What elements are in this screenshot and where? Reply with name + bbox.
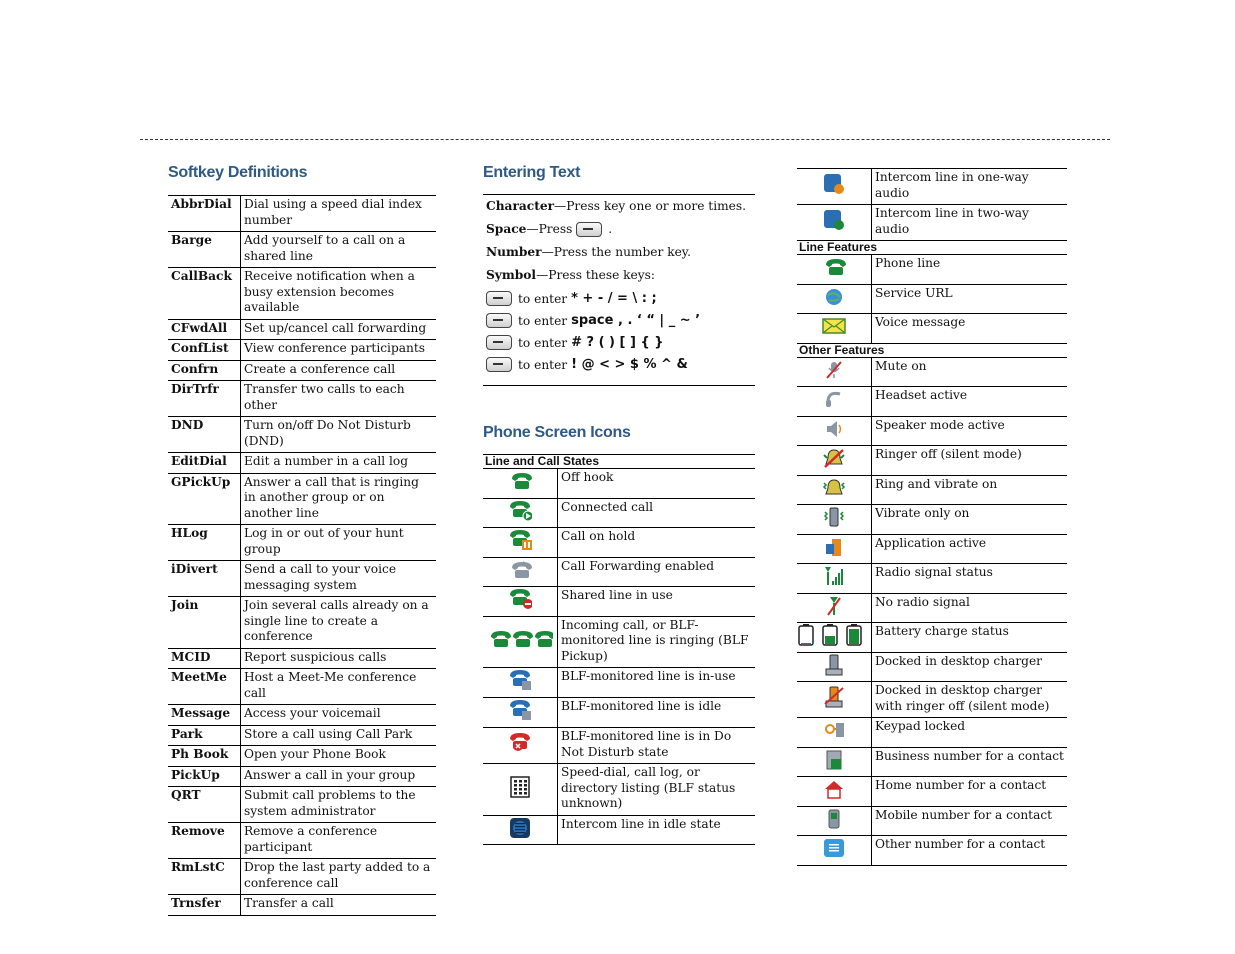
- softkey-row: [168, 787, 436, 823]
- icon-description: Intercom line in idle state: [558, 815, 756, 845]
- softkey-row: [168, 268, 436, 320]
- icon-cell: [483, 728, 558, 764]
- softkey-description: Store a call using Call Park: [244, 726, 413, 741]
- softkey-description: Open your Phone Book: [244, 747, 386, 761]
- softkey-name: AbbrDial: [168, 196, 241, 232]
- softkey-description: Edit a number in a call log: [244, 454, 409, 468]
- icon-cell: [483, 498, 558, 528]
- icon-row: [797, 358, 1067, 387]
- symbol-prefix: to enter: [518, 335, 568, 350]
- symbol-row: [486, 291, 755, 306]
- service-url-icon: [822, 285, 846, 309]
- softkey-row: [168, 669, 436, 705]
- shared-line-icon: [508, 587, 532, 611]
- icon-cell: [797, 255, 872, 284]
- number-instruction: Number—Press the number key.: [486, 245, 691, 259]
- softkey-row: [168, 705, 436, 726]
- symbol-chars: space , . ‘ “ | _ ~ ’: [571, 313, 701, 328]
- icon-description: Ringer off (silent mode): [872, 446, 1068, 476]
- docked-silent-icon: [822, 685, 846, 709]
- intercom-table: [797, 168, 1067, 241]
- softkey-name: Ph Book: [168, 746, 241, 767]
- icon-row: [483, 528, 755, 558]
- icon-row: [797, 387, 1067, 417]
- softkey-description: Remove a conference participant: [244, 824, 378, 854]
- docked-icon: [822, 653, 846, 677]
- intercom-idle-icon: [508, 816, 532, 840]
- icon-description: Radio signal status: [872, 564, 1068, 594]
- entering-text-section: [483, 164, 755, 845]
- icon-cell: [797, 652, 872, 682]
- icon-row: [797, 682, 1067, 718]
- icon-row: [797, 652, 1067, 682]
- icon-description: Incoming call, or BLF-monitored line is ringing (BLF Pickup): [558, 616, 756, 668]
- mobile-number-icon: [822, 807, 846, 831]
- space-key-icon: [576, 222, 602, 237]
- icon-cell: [483, 698, 558, 728]
- icon-description: Shared line in use: [558, 587, 756, 617]
- softkey-name: PickUp: [168, 766, 241, 787]
- icon-cell: [797, 747, 872, 777]
- softkey-description: Transfer a call: [244, 896, 334, 910]
- softkey-description: Drop the last party added to a conference call: [244, 860, 431, 890]
- softkey-name: QRT: [168, 787, 241, 823]
- keypad-locked-icon: [822, 718, 846, 742]
- softkey-description: Join several calls already on a single line to create a conference: [244, 598, 429, 643]
- call-on-hold-icon: [508, 528, 532, 552]
- softkey-name: EditDial: [168, 453, 241, 474]
- symbol-row: [486, 335, 755, 350]
- icon-row: [797, 416, 1067, 446]
- icon-row: [483, 698, 755, 728]
- softkey-row: [168, 453, 436, 474]
- voice-message-icon: [822, 314, 846, 338]
- softkey-row: [168, 196, 436, 232]
- softkey-name: Message: [168, 705, 241, 726]
- icon-cell: [483, 469, 558, 498]
- softkey-table: [168, 195, 436, 916]
- icon-description: Battery charge status: [872, 623, 1068, 653]
- incoming-call-icon: [487, 628, 553, 652]
- symbol-chars: # ? ( ) [ ] { }: [571, 335, 664, 350]
- icon-cell: [797, 564, 872, 594]
- softkey-row: [168, 360, 436, 381]
- phone-line-icon: [822, 255, 846, 279]
- entering-text-title: Entering Text: [483, 164, 581, 181]
- icon-cell: [797, 505, 872, 535]
- symbol-chars: * + - / = \ : ;: [571, 291, 657, 306]
- icon-cell: [483, 616, 558, 668]
- icon-row: [797, 446, 1067, 476]
- softkey-description: Create a conference call: [244, 361, 396, 376]
- softkey-name: CFwdAll: [168, 319, 241, 340]
- icon-cell: [797, 475, 872, 505]
- icon-row: [797, 777, 1067, 807]
- softkey-row: [168, 473, 436, 525]
- icon-description: Business number for a contact: [872, 747, 1068, 777]
- icon-cell: [483, 764, 558, 816]
- intercom-two-way-icon: [822, 208, 846, 232]
- icon-description: Speaker mode active: [872, 416, 1068, 446]
- icon-cell: [483, 587, 558, 617]
- call-forward-icon: [508, 558, 532, 582]
- icon-row: [483, 668, 755, 698]
- icon-description: BLF-monitored line is in-use: [558, 668, 756, 698]
- softkey-row: [168, 381, 436, 417]
- icons-section-right: [797, 168, 1067, 866]
- icon-cell: [797, 623, 872, 653]
- icon-description: Vibrate only on: [872, 505, 1068, 535]
- icon-cell: [797, 387, 872, 417]
- icon-cell: [797, 806, 872, 836]
- icon-cell: [797, 169, 872, 205]
- softkey-description: Turn on/off Do Not Disturb (DND): [244, 418, 411, 448]
- softkey-name: DND: [168, 417, 241, 453]
- symbol-chars: ! @ < > $ % ^ &: [571, 357, 688, 372]
- icon-description: Docked in desktop charger with ringer off (silent mode): [872, 682, 1068, 718]
- icon-row: [797, 314, 1067, 344]
- icon-row: [483, 616, 755, 668]
- connected-call-icon: [508, 499, 532, 523]
- icon-row: [483, 557, 755, 587]
- softkey-name: Trnsfer: [168, 895, 241, 916]
- softkey-description: Dial using a speed dial index number: [244, 197, 422, 227]
- softkey-name: Barge: [168, 232, 241, 268]
- icon-cell: [797, 446, 872, 476]
- icon-description: Off hook: [558, 469, 756, 498]
- softkey-row: [168, 648, 436, 669]
- icon-row: [797, 169, 1067, 205]
- symbol-row: [486, 357, 755, 372]
- icon-cell: [797, 358, 872, 387]
- softkey-description: Send a call to your voice messaging system: [244, 562, 397, 592]
- blf-dnd-icon: [508, 731, 532, 755]
- icon-cell: [797, 534, 872, 564]
- icon-cell: [797, 314, 872, 344]
- softkey-name: iDivert: [168, 561, 241, 597]
- mute-icon: [822, 358, 846, 382]
- headset-icon: [822, 387, 846, 411]
- icon-description: BLF-monitored line is in Do Not Disturb state: [558, 728, 756, 764]
- vibrate-icon: [822, 505, 846, 529]
- line-call-states-heading: Line and Call States: [483, 454, 755, 469]
- icon-cell: [483, 815, 558, 845]
- blf-in-use-icon: [508, 668, 532, 692]
- icon-cell: [483, 668, 558, 698]
- softkey-name: HLog: [168, 525, 241, 561]
- icon-description: Speed-dial, call log, or directory listing (BLF status unknown): [558, 764, 756, 816]
- icon-row: [483, 469, 755, 498]
- icon-row: [483, 764, 755, 816]
- softkey-name: ConfList: [168, 340, 241, 361]
- icon-description: Service URL: [872, 284, 1068, 314]
- softkey-row: [168, 525, 436, 561]
- softkey-description: Answer a call that is ringing in another group or on another line: [244, 474, 419, 520]
- speaker-icon: [822, 417, 846, 441]
- softkey-name: Remove: [168, 823, 241, 859]
- home-number-icon: [822, 777, 846, 801]
- key-1-icon: [486, 291, 512, 306]
- icon-row: [483, 498, 755, 528]
- icon-row: [797, 806, 1067, 836]
- softkey-description: Add yourself to a call on a shared line: [244, 233, 406, 263]
- icon-row: [797, 564, 1067, 594]
- softkey-row: [168, 561, 436, 597]
- icon-description: Home number for a contact: [872, 777, 1068, 807]
- softkey-name: MCID: [168, 648, 241, 669]
- space-instruction: Space—Press .: [486, 222, 613, 236]
- icon-row: [483, 728, 755, 764]
- icon-description: Mute on: [872, 358, 1068, 387]
- icon-description: Keypad locked: [872, 718, 1068, 748]
- softkey-name: DirTrfr: [168, 381, 241, 417]
- blf-idle-icon: [508, 698, 532, 722]
- icon-description: Call Forwarding enabled: [558, 557, 756, 587]
- softkey-row: [168, 232, 436, 268]
- icon-description: Connected call: [558, 498, 756, 528]
- symbol-prefix: to enter: [518, 313, 568, 328]
- key-3-icon: [486, 335, 512, 350]
- icon-row: [797, 284, 1067, 314]
- icon-cell: [797, 593, 872, 623]
- softkey-row: [168, 417, 436, 453]
- symbol-prefix: to enter: [518, 357, 568, 372]
- symbol-list: [486, 291, 755, 372]
- softkey-row: [168, 859, 436, 895]
- intercom-one-way-icon: [822, 172, 846, 196]
- icon-row: [797, 475, 1067, 505]
- icon-row: [797, 836, 1067, 866]
- icon-row: [797, 534, 1067, 564]
- no-radio-icon: [822, 594, 846, 618]
- line-call-states-table: [483, 469, 755, 845]
- softkey-description: Answer a call in your group: [244, 767, 416, 782]
- icon-description: Mobile number for a contact: [872, 806, 1068, 836]
- icon-description: No radio signal: [872, 593, 1068, 623]
- softkey-row: [168, 319, 436, 340]
- other-features-table: [797, 358, 1067, 866]
- icon-row: [797, 593, 1067, 623]
- icon-row: [483, 815, 755, 845]
- business-number-icon: [822, 748, 846, 772]
- softkey-row: [168, 823, 436, 859]
- icon-description: Headset active: [872, 387, 1068, 417]
- softkey-name: GPickUp: [168, 473, 241, 525]
- other-features-heading: Other Features: [797, 344, 1067, 358]
- key-4-icon: [486, 357, 512, 372]
- softkey-section: [168, 164, 436, 916]
- off-hook-icon: [508, 469, 532, 493]
- icon-row: [797, 505, 1067, 535]
- softkey-name: RmLstC: [168, 859, 241, 895]
- ring-vibrate-icon: [822, 476, 846, 500]
- softkey-description: Set up/cancel call forwarding: [244, 320, 427, 335]
- icon-description: Intercom line in two-way audio: [872, 205, 1068, 241]
- icon-cell: [483, 557, 558, 587]
- entering-text-box: [483, 194, 755, 386]
- icon-cell: [797, 205, 872, 241]
- icon-cell: [797, 836, 872, 866]
- icon-description: Ring and vibrate on: [872, 475, 1068, 505]
- softkey-row: [168, 895, 436, 916]
- icon-description: Call on hold: [558, 528, 756, 558]
- line-features-heading: Line Features: [797, 241, 1067, 255]
- icon-description: Docked in desktop charger: [872, 652, 1068, 682]
- softkey-description: Report suspicious calls: [244, 649, 387, 664]
- other-number-icon: [822, 836, 846, 860]
- softkey-name: CallBack: [168, 268, 241, 320]
- icon-cell: [797, 718, 872, 748]
- softkey-row: [168, 725, 436, 746]
- ringer-off-icon: [822, 446, 846, 470]
- icon-cell: [797, 416, 872, 446]
- softkey-name: Confrn: [168, 360, 241, 381]
- symbol-prefix: to enter: [518, 291, 568, 306]
- softkey-description: View conference participants: [244, 341, 426, 355]
- icon-row: [797, 718, 1067, 748]
- softkey-description: Submit call problems to the system administrator: [244, 788, 416, 818]
- application-icon: [822, 535, 846, 559]
- speed-dial-icon: [508, 775, 532, 799]
- softkey-name: MeetMe: [168, 669, 241, 705]
- symbol-row: [486, 313, 755, 328]
- icon-row: [797, 205, 1067, 241]
- icon-description: Phone line: [872, 255, 1068, 284]
- softkey-description: Host a Meet-Me conference call: [244, 670, 417, 700]
- softkey-name: Join: [168, 597, 241, 649]
- dashed-separator: [140, 139, 1110, 140]
- icon-description: Application active: [872, 534, 1068, 564]
- icon-cell: [797, 284, 872, 314]
- icon-cell: [797, 777, 872, 807]
- icon-row: [483, 587, 755, 617]
- softkey-description: Access your voicemail: [244, 706, 381, 720]
- symbol-instruction: Symbol—Press these keys:: [486, 268, 656, 282]
- icon-description: Intercom line in one-way audio: [872, 169, 1068, 205]
- softkey-name: Park: [168, 725, 241, 746]
- icon-row: [797, 623, 1067, 653]
- character-instruction: Character—Press key one or more times.: [486, 199, 746, 213]
- phone-screen-icons-title: Phone Screen Icons: [483, 424, 631, 441]
- battery-icon: [798, 623, 870, 647]
- softkey-row: [168, 746, 436, 767]
- icon-row: [797, 747, 1067, 777]
- softkey-description: Receive notification when a busy extension becomes available: [244, 269, 415, 314]
- icon-row: [797, 255, 1067, 284]
- key-2-icon: [486, 313, 512, 328]
- line-features-table: [797, 255, 1067, 344]
- softkey-description: Transfer two calls to each other: [244, 382, 405, 412]
- icon-description: BLF-monitored line is idle: [558, 698, 756, 728]
- softkey-row: [168, 340, 436, 361]
- icon-cell: [483, 528, 558, 558]
- softkey-description: Log in or out of your hunt group: [244, 526, 404, 556]
- softkey-row: [168, 597, 436, 649]
- radio-signal-icon: [822, 564, 846, 588]
- softkey-row: [168, 766, 436, 787]
- softkey-title: Softkey Definitions: [168, 164, 308, 181]
- icon-cell: [797, 682, 872, 718]
- icon-description: Voice message: [872, 314, 1068, 344]
- icon-description: Other number for a contact: [872, 836, 1068, 866]
